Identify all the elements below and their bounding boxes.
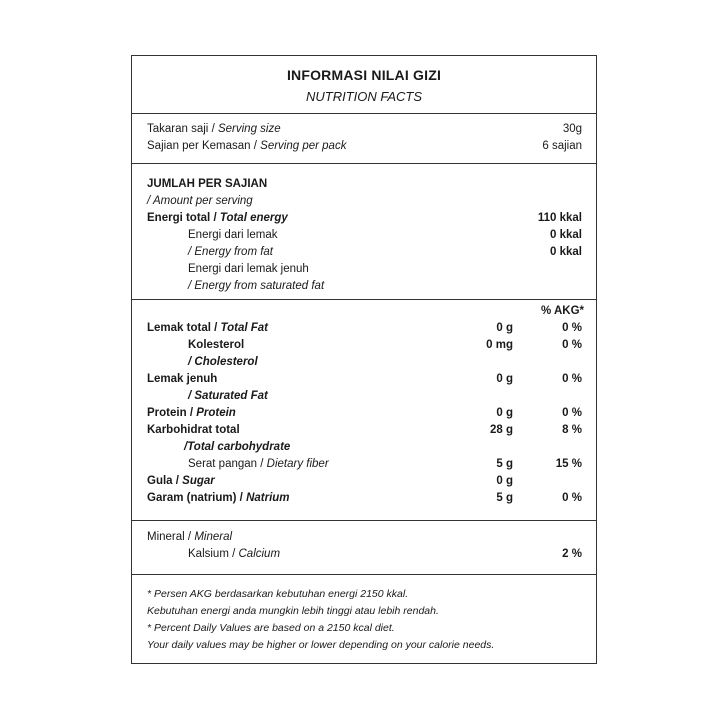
sugar-amount: 0 g: [496, 475, 513, 487]
total-energy-label: Energi total / Total energy: [147, 212, 288, 224]
energy-sat-fat-label: Energi dari lemak jenuh: [188, 263, 309, 275]
serving-size-value: 30g: [562, 123, 582, 135]
total-energy-value: 110 kkal: [537, 212, 582, 224]
fiber-akg: 15 %: [555, 458, 582, 470]
total-fat-akg: 0 %: [562, 322, 582, 334]
carbohydrate-akg: 8 %: [562, 424, 582, 436]
page-title: INFORMASI NILAI GIZI: [286, 67, 442, 83]
serving-per-pack-label: Sajian per Kemasan / Serving per pack: [147, 140, 347, 152]
footnote-4: Your daily values may be higher or lower depending on your calorie needs.: [147, 639, 495, 651]
footnote-3: * Percent Daily Values are based on a 2150 kcal diet.: [147, 622, 395, 634]
salt-amount: 5 g: [496, 492, 513, 504]
fiber-amount: 5 g: [496, 458, 513, 470]
calcium-label: Kalsium / Calcium: [188, 548, 281, 560]
akg-header: % AKG*: [540, 305, 584, 317]
energy-fat-label-en: / Energy from fat: [188, 246, 274, 258]
cholesterol-label-en: / Cholesterol: [188, 356, 258, 368]
saturated-fat-label: Lemak jenuh: [147, 373, 218, 385]
protein-amount: 0 g: [496, 407, 513, 419]
carbohydrate-amount: 28 g: [489, 424, 513, 436]
saturated-fat-amount: 0 g: [496, 373, 513, 385]
mineral-heading: Mineral / Mineral: [147, 531, 233, 543]
sugar-label: Gula / Sugar: [147, 475, 215, 487]
footnote-2: Kebutuhan energi anda mungkin lebih tinggi atau lebih rendah.: [147, 605, 439, 617]
cholesterol-akg: 0 %: [562, 339, 582, 351]
carbohydrate-label-en: /Total carbohydrate: [184, 441, 291, 453]
protein-label: Protein / Protein: [147, 407, 236, 419]
energy-fat-value: 0 kkal: [550, 229, 582, 241]
calcium-akg: 2 %: [562, 548, 582, 560]
salt-akg: 0 %: [562, 492, 582, 504]
salt-label: Garam (natrium) / Natrium: [147, 492, 290, 504]
energy-fat-value-2: 0 kkal: [550, 246, 582, 258]
total-fat-label: Lemak total / Total Fat: [147, 322, 269, 334]
footnote-1: * Persen AKG berdasarkan kebutuhan energi 2150 kkal.: [147, 588, 409, 600]
serving-size-label: Takaran saji / Serving size: [147, 123, 281, 135]
amount-heading: JUMLAH PER SAJIAN: [147, 178, 268, 190]
saturated-fat-label-en: / Saturated Fat: [188, 390, 268, 402]
divider: [132, 574, 596, 575]
divider: [132, 113, 596, 114]
fiber-label: Serat pangan / Dietary fiber: [188, 458, 329, 470]
amount-heading-en: / Amount per serving: [147, 195, 253, 207]
divider: [132, 299, 596, 300]
cholesterol-label: Kolesterol: [188, 339, 245, 351]
energy-fat-label: Energi dari lemak: [188, 229, 278, 241]
cholesterol-amount: 0 mg: [486, 339, 513, 351]
carbohydrate-label: Karbohidrat total: [147, 424, 240, 436]
divider: [132, 520, 596, 521]
total-fat-amount: 0 g: [496, 322, 513, 334]
page-subtitle: NUTRITION FACTS: [305, 89, 423, 104]
energy-sat-fat-label-en: / Energy from saturated fat: [188, 280, 325, 292]
protein-akg: 0 %: [562, 407, 582, 419]
nutrition-facts-panel: [131, 55, 597, 664]
saturated-fat-akg: 0 %: [562, 373, 582, 385]
serving-per-pack-value: 6 sajian: [542, 140, 582, 152]
divider: [132, 163, 596, 164]
